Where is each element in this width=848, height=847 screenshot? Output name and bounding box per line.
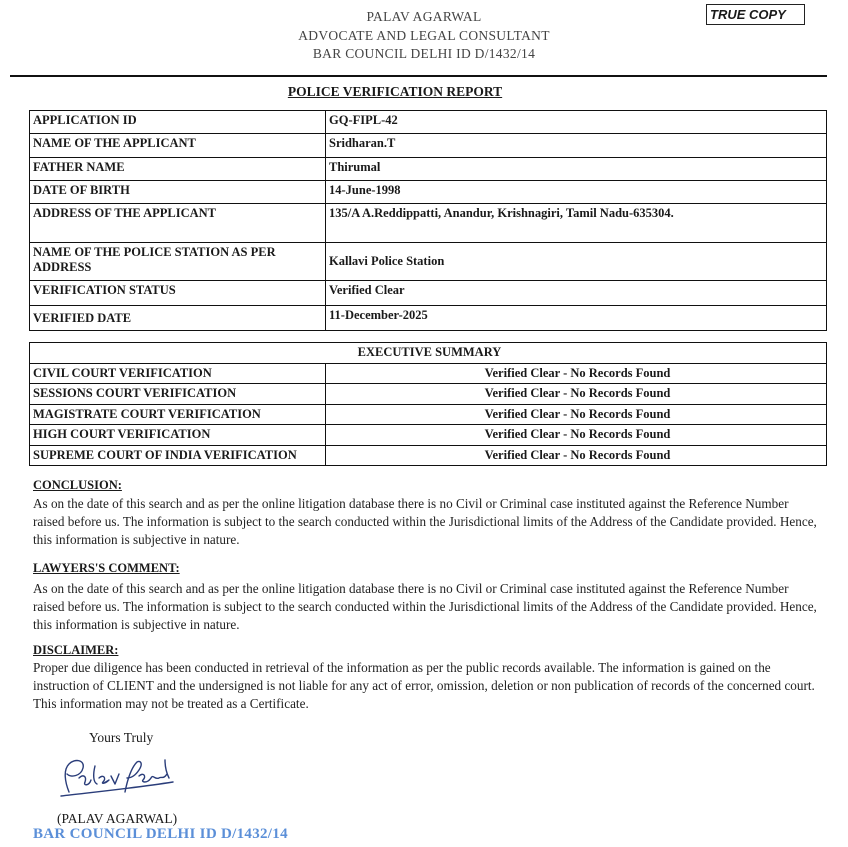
advocate-bar-id: BAR COUNCIL DELHI ID D/1432/14	[312, 46, 536, 61]
table-row	[30, 243, 827, 281]
field-label: VERIFICATION STATUS	[30, 281, 326, 306]
table-row	[30, 306, 827, 331]
conclusion-text: As on the date of this search and as per the online litigation database there is no Civil or Criminal case instituted against the Reference Number raised before us. The information is subject to the search conducted within the Jurisdictional limits of the Address of the Candidate provided. Hence, this information is subjective in nature.	[33, 496, 817, 547]
table-row	[30, 404, 827, 425]
field-label: DATE OF BIRTH	[30, 181, 326, 204]
check-label: SUPREME COURT OF INDIA VERIFICATION	[30, 445, 326, 466]
table-row	[30, 363, 827, 384]
lawyers-comment-text: As on the date of this search and as per the online litigation database there is no Civil or Criminal case instituted against the Reference Number raised before us. The information is subject to the search conducted within the Jurisdictional limits of the Address of the Candidate provided. Hence, this information is subjective in nature.	[33, 581, 817, 632]
field-label: APPLICATION ID	[30, 111, 326, 134]
field-label: FATHER NAME	[30, 158, 326, 181]
field-value: 135/A A.Reddippatti, Anandur, Krishnagiri, Tamil Nadu-635304.	[326, 204, 827, 243]
table-row	[30, 204, 827, 243]
field-value: 11-December-2025	[326, 306, 827, 331]
check-result: Verified Clear - No Records Found	[326, 445, 827, 466]
check-label: HIGH COURT VERIFICATION	[30, 425, 326, 446]
disclaimer-heading: DISCLAIMER:	[33, 643, 119, 657]
header-divider	[10, 75, 827, 77]
table-row	[30, 158, 827, 181]
handwritten-signature	[55, 752, 180, 804]
table-row	[30, 181, 827, 204]
signatory-bar-id: BAR COUNCIL DELHI ID D/1432/14	[33, 826, 288, 842]
check-result: Verified Clear - No Records Found	[326, 363, 827, 384]
check-label: SESSIONS COURT VERIFICATION	[30, 384, 326, 405]
field-value: GQ-FIPL-42	[326, 111, 827, 134]
check-label: CIVIL COURT VERIFICATION	[30, 363, 326, 384]
report-title: POLICE VERIFICATION REPORT	[287, 84, 503, 99]
table-row	[30, 111, 827, 134]
field-value: Kallavi Police Station	[326, 243, 827, 281]
true-copy-stamp: TRUE COPY	[706, 4, 805, 25]
executive-summary-table	[29, 342, 827, 466]
table-row	[30, 384, 827, 405]
conclusion-heading: CONCLUSION:	[33, 478, 122, 492]
closing-salutation: Yours Truly	[89, 730, 154, 745]
check-result: Verified Clear - No Records Found	[326, 384, 827, 405]
table-row	[30, 425, 827, 446]
advocate-name: PALAV AGARWAL	[366, 9, 482, 24]
table-row	[30, 445, 827, 466]
table-row	[30, 134, 827, 158]
field-value: Verified Clear	[326, 281, 827, 306]
table-header-row	[30, 343, 827, 364]
field-value: 14-June-1998	[326, 181, 827, 204]
executive-summary-heading: EXECUTIVE SUMMARY	[30, 343, 827, 364]
field-value: Sridharan.T	[326, 134, 827, 158]
field-label: NAME OF THE APPLICANT	[30, 134, 326, 158]
field-value: Thirumal	[326, 158, 827, 181]
check-label: MAGISTRATE COURT VERIFICATION	[30, 404, 326, 425]
field-label: ADDRESS OF THE APPLICANT	[30, 204, 326, 243]
lawyers-comment-heading: LAWYERS'S COMMENT:	[33, 561, 180, 575]
signatory-name: (PALAV AGARWAL)	[57, 811, 178, 826]
applicant-details-table	[29, 110, 827, 331]
disclaimer-text: Proper due diligence has been conducted in retrieval of the information as per the public records available. The information is gained on the instruction of CLIENT and the undersigned is not liable for any act of error, omission, deletion or non publication of records of the concerned court. This information may not be treated as a Certificate.	[33, 660, 815, 711]
table-row	[30, 281, 827, 306]
advocate-designation: ADVOCATE AND LEGAL CONSULTANT	[298, 28, 550, 43]
field-label: NAME OF THE POLICE STATION AS PER ADDRESS	[30, 243, 326, 281]
field-label: VERIFIED DATE	[30, 306, 326, 331]
check-result: Verified Clear - No Records Found	[326, 425, 827, 446]
check-result: Verified Clear - No Records Found	[326, 404, 827, 425]
